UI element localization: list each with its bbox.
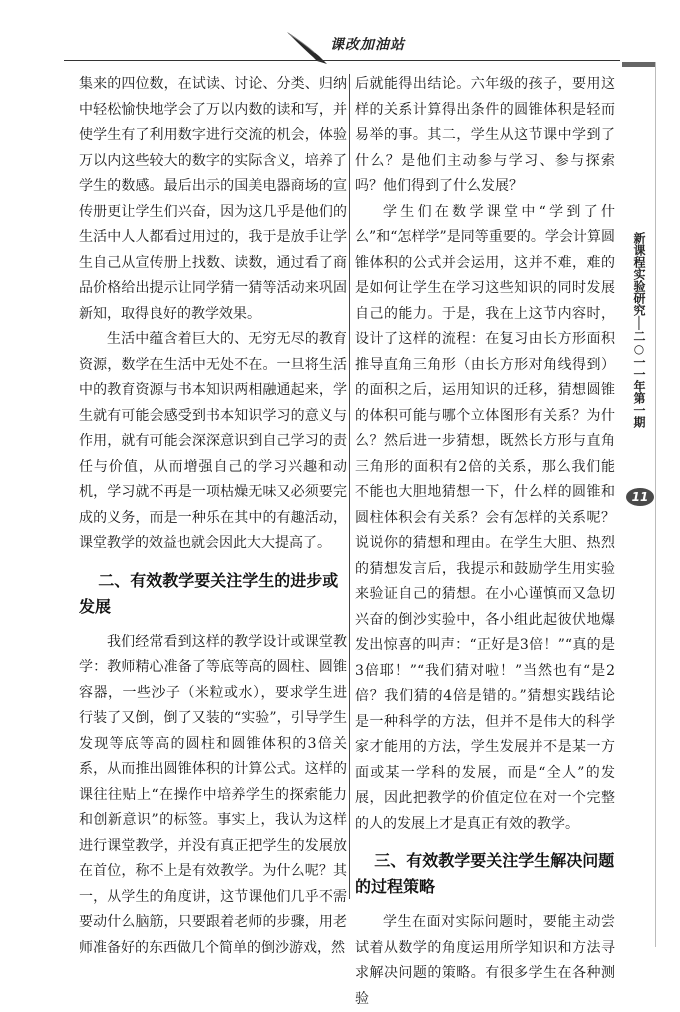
page-header — [0, 0, 680, 62]
paragraph: 后就能得出结论。六年级的孩子，要用这样的关系计算得出条件的圆锥体积是轻而易举的事。其二，学生从这节课中学到了什么？是他们主动参与学习、参与探索吗？他们得到了什么发展？ — [355, 76, 615, 194]
journal-info — [626, 232, 652, 428]
right-column — [355, 72, 615, 1012]
side-band-rule — [655, 62, 656, 947]
paragraph: 学生在面对实际问题时，要能主动尝试着从数学的角度运用所学知识和方法寻求解决问题的策略。有很多学生在各种测验 — [355, 914, 615, 1007]
side-separator: │ — [632, 316, 646, 330]
section-title: 课改加油站 — [330, 37, 405, 53]
section-heading: 三、有效教学要关注学生解决问题的过程策略 — [355, 851, 615, 896]
journal-issue: 二○一一年第一期 — [632, 330, 646, 428]
page-number: 11 — [631, 490, 649, 504]
side-band-top-bar — [622, 62, 656, 67]
column-divider — [349, 74, 350, 899]
journal-name: 新课程实验研究 — [632, 232, 646, 316]
section-heading: 二、有效教学要关注学生的进步或发展 — [79, 570, 339, 616]
paragraph: 生活中蕴含着巨大的、无穷无尽的教育资源，数学在生活中无处不在。一旦将生活中的教育资源与书本知识两相融通起来，学生就有可能会感受到书本知识学习的意义与作用，就有可能会深深意识到自己学习的责任与价值，从而增强自己的学习兴趣和动机，学习就不再是一项枯燥无味又必须要完成的义务，而是一种乐在其中的有趣活动，课堂教学的效益也就会因此大大提高了。 — [79, 331, 347, 551]
paragraph: 学生们在数学课堂中“学到了什么”和“怎样学”是同等重要的。学会计算圆锥体积的公式并会运用，这并不难，难的是如何让学生在学习这些知识的同时发展自己的能力。于是，我在上这节内容时，设计了这样的流程：在复习由长方形面积推导直角三角形（由长方形对角线得到）的面积之后，运用知识的迁移，猜想圆锥的体积可能与哪个立体图形有关系？为什么？然后进一步猜想，既然长方形与直角三角形的面积有2倍的关系，那么我们能不能也大胆地猜想一下，什么样的圆锥和圆柱体积会有关系？会有怎样的关系呢？说说你的猜想和理由。在学生大胆、热烈的猜想发言后，我提示和鼓励学生用实验来验证自己的猜想。在小心谨慎而又急切兴奋的倒沙实验中，各小组此起彼伏地爆发出惊喜的叫声：“正好是3倍！”“真的是3倍耶！”“我们猜对啦！”当然也有“是2倍？我们猜的4倍是错的。”猜想实践结论是一种科学的方法，但并不是伟大的科学家才能用的方法，学生发展并不是某一方面或某一学科的发展，而是“全人”的发展，因此把教学的价值定位在对一个完整的人的发展上才是真正有效的教学。 — [355, 203, 615, 832]
paragraph: 我们经常看到这样的教学设计或课堂教学：教师精心准备了等底等高的圆柱、圆锥容器，一些沙子（米粒或水），要求学生进行装了又倒，倒了又装的“实验”，引导学生发现等底等高的圆柱和圆锥体积的3倍关系，从而推出圆锥体积的计算公式。这样的课往往贴上“在操作中培养学生的探索能力和创新意识”的标签。事实上，我认为这样进行课堂教学，并没有真正把学生的发展放在首位，称不上是有效教学。为什么呢？其一，从学生的角度讲，这节课他们几乎不需要动什么脑筋，只要跟着老师的步骤，用老师准备好的东西做几个简单的倒沙游戏，然 — [79, 633, 347, 956]
paragraph: 集来的四位数，在试读、讨论、分类、归纳中轻松愉快地学会了万以内数的读和写，并使学生有了利用数字进行交流的机会，体验万以内这些较大的数字的实际含义，培养了学生的数感。最后出示的国美电器商场的宣传册更让学生们兴奋，因为这几乎是他们的生活中人人都看过用过的，我于是放手让学生自己从宣传册上找数、读数，通过看了商品价格给出提示让同学猜一猜等活动来巩固新知，取得良好的教学效果。 — [79, 76, 347, 322]
left-column — [79, 72, 347, 961]
header-divider — [64, 60, 620, 61]
